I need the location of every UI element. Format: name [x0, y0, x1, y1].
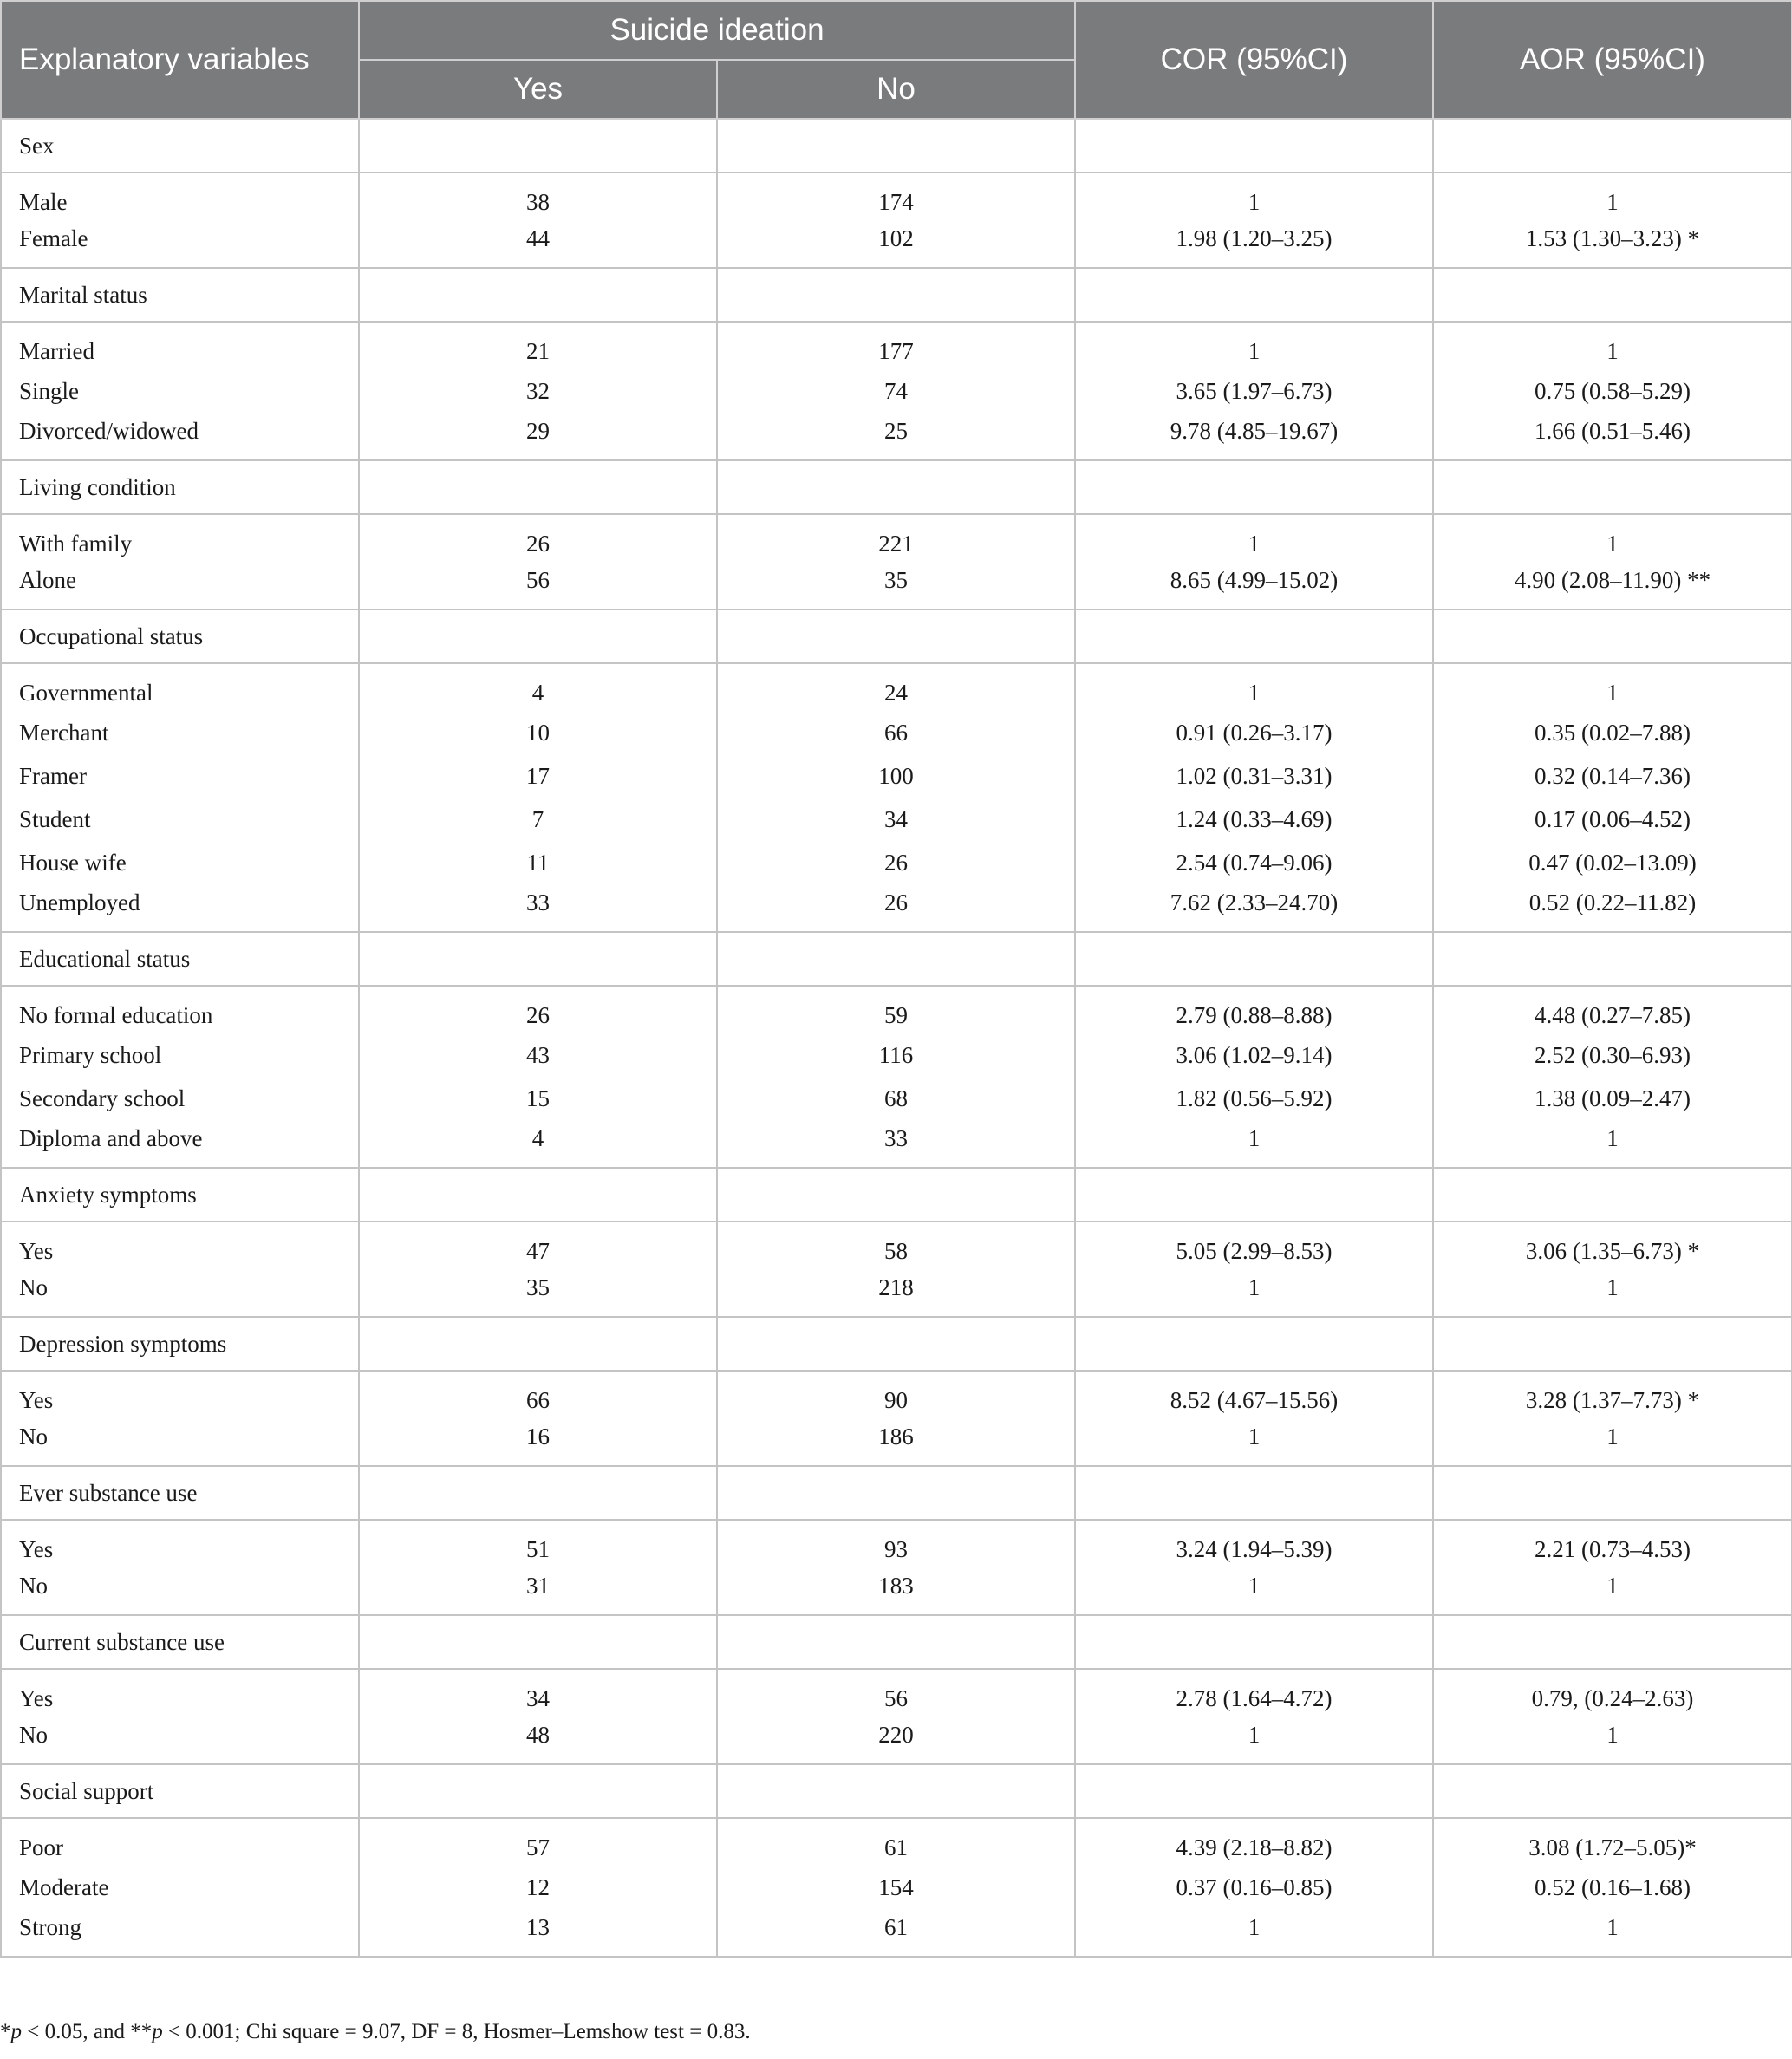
table-row: [1, 1818, 1792, 1866]
empty-cell: [1075, 119, 1433, 173]
yes-count-cell: 13: [359, 1909, 717, 1957]
group-row: [1, 268, 1792, 322]
cor-cell: 1: [1075, 173, 1433, 220]
yes-count-cell: 11: [359, 841, 717, 884]
yes-count-cell: 56: [359, 562, 717, 609]
no-count-cell: 58: [717, 1222, 1075, 1269]
variable-cell: Governmental: [1, 663, 359, 711]
yes-count-cell: 21: [359, 322, 717, 369]
variable-cell: Single: [1, 369, 359, 413]
variable-cell: No formal education: [1, 986, 359, 1033]
no-count-cell: 24: [717, 663, 1075, 711]
aor-cell: 0.35 (0.02–7.88): [1433, 711, 1792, 754]
aor-cell: 0.52 (0.16–1.68): [1433, 1866, 1792, 1909]
cor-cell: 3.65 (1.97–6.73): [1075, 369, 1433, 413]
aor-cell: 1: [1433, 1269, 1792, 1317]
table-row: [1, 884, 1792, 932]
cor-cell: 7.62 (2.33–24.70): [1075, 884, 1433, 932]
cor-cell: 1: [1075, 663, 1433, 711]
table-row: [1, 1909, 1792, 1957]
aor-cell: 2.52 (0.30–6.93): [1433, 1033, 1792, 1077]
group-row: [1, 1764, 1792, 1818]
empty-cell: [359, 1317, 717, 1371]
variable-cell: House wife: [1, 841, 359, 884]
cor-cell: 9.78 (4.85–19.67): [1075, 413, 1433, 460]
cor-cell: 2.79 (0.88–8.88): [1075, 986, 1433, 1033]
empty-cell: [717, 1764, 1075, 1818]
cor-cell: 1: [1075, 322, 1433, 369]
variable-cell: Primary school: [1, 1033, 359, 1077]
group-row: [1, 609, 1792, 663]
yes-count-cell: 26: [359, 514, 717, 562]
aor-cell: 0.52 (0.22–11.82): [1433, 884, 1792, 932]
no-count-cell: 26: [717, 884, 1075, 932]
no-count-cell: 116: [717, 1033, 1075, 1077]
table-row: [1, 562, 1792, 609]
no-count-cell: 33: [717, 1120, 1075, 1168]
cor-cell: 1: [1075, 1269, 1433, 1317]
no-count-cell: 25: [717, 413, 1075, 460]
empty-cell: [717, 119, 1075, 173]
empty-cell: [1433, 1317, 1792, 1371]
group-label: Depression symptoms: [1, 1317, 359, 1371]
empty-cell: [1433, 1764, 1792, 1818]
empty-cell: [359, 268, 717, 322]
aor-cell: 1: [1433, 663, 1792, 711]
aor-cell: 3.06 (1.35–6.73) *: [1433, 1222, 1792, 1269]
group-label: Occupational status: [1, 609, 359, 663]
no-count-cell: 218: [717, 1269, 1075, 1317]
empty-cell: [1433, 609, 1792, 663]
yes-count-cell: 26: [359, 986, 717, 1033]
header-yes: Yes: [359, 60, 717, 119]
yes-count-cell: 12: [359, 1866, 717, 1909]
empty-cell: [717, 932, 1075, 986]
aor-cell: 1: [1433, 1567, 1792, 1615]
cor-cell: 1: [1075, 1909, 1433, 1957]
empty-cell: [359, 1615, 717, 1669]
variable-cell: Moderate: [1, 1866, 359, 1909]
group-row: [1, 119, 1792, 173]
yes-count-cell: 43: [359, 1033, 717, 1077]
group-label: Marital status: [1, 268, 359, 322]
aor-cell: 0.17 (0.06–4.52): [1433, 798, 1792, 841]
yes-count-cell: 48: [359, 1717, 717, 1764]
cor-cell: 1: [1075, 1717, 1433, 1764]
group-row: [1, 1615, 1792, 1669]
empty-cell: [1075, 1764, 1433, 1818]
variable-cell: Student: [1, 798, 359, 841]
aor-cell: 1: [1433, 322, 1792, 369]
aor-cell: 1.53 (1.30–3.23) *: [1433, 220, 1792, 268]
yes-count-cell: 47: [359, 1222, 717, 1269]
cor-cell: 8.65 (4.99–15.02): [1075, 562, 1433, 609]
table-row: [1, 1222, 1792, 1269]
yes-count-cell: 66: [359, 1371, 717, 1418]
empty-cell: [359, 609, 717, 663]
variable-cell: Secondary school: [1, 1077, 359, 1120]
yes-count-cell: 31: [359, 1567, 717, 1615]
table-row: [1, 1033, 1792, 1077]
variable-cell: Unemployed: [1, 884, 359, 932]
cor-cell: 1: [1075, 1418, 1433, 1466]
table-row: [1, 369, 1792, 413]
empty-cell: [1075, 1615, 1433, 1669]
variable-cell: Poor: [1, 1818, 359, 1866]
aor-cell: 0.32 (0.14–7.36): [1433, 754, 1792, 798]
table-row: [1, 1077, 1792, 1120]
yes-count-cell: 7: [359, 798, 717, 841]
empty-cell: [717, 1615, 1075, 1669]
table-row: [1, 1269, 1792, 1317]
variable-cell: Yes: [1, 1520, 359, 1567]
group-label: Ever substance use: [1, 1466, 359, 1520]
empty-cell: [717, 609, 1075, 663]
group-row: [1, 932, 1792, 986]
yes-count-cell: 10: [359, 711, 717, 754]
cor-cell: 1.82 (0.56–5.92): [1075, 1077, 1433, 1120]
no-count-cell: 61: [717, 1818, 1075, 1866]
footnote-text: *p < 0.05, and **p < 0.001; Chi square = 9.07, DF = 8, Hosmer–Lemshow test = 0.83.: [0, 2020, 751, 2043]
header-suicide-ideation: Suicide ideation: [359, 1, 1075, 60]
aor-cell: 0.79, (0.24–2.63): [1433, 1669, 1792, 1717]
table-row: [1, 841, 1792, 884]
empty-cell: [717, 1317, 1075, 1371]
no-count-cell: 61: [717, 1909, 1075, 1957]
aor-cell: 0.75 (0.58–5.29): [1433, 369, 1792, 413]
cor-cell: 2.78 (1.64–4.72): [1075, 1669, 1433, 1717]
variable-cell: Strong: [1, 1909, 359, 1957]
variable-cell: Yes: [1, 1222, 359, 1269]
empty-cell: [717, 460, 1075, 514]
empty-cell: [1433, 119, 1792, 173]
empty-cell: [717, 1466, 1075, 1520]
empty-cell: [359, 1466, 717, 1520]
no-count-cell: 177: [717, 322, 1075, 369]
yes-count-cell: 38: [359, 173, 717, 220]
table-row: [1, 663, 1792, 711]
table-row: [1, 1567, 1792, 1615]
aor-cell: 1: [1433, 1717, 1792, 1764]
table-row: [1, 413, 1792, 460]
cor-cell: 2.54 (0.74–9.06): [1075, 841, 1433, 884]
empty-cell: [359, 1764, 717, 1818]
table-row: [1, 1866, 1792, 1909]
aor-cell: 2.21 (0.73–4.53): [1433, 1520, 1792, 1567]
table-row: [1, 1520, 1792, 1567]
empty-cell: [1075, 1317, 1433, 1371]
group-label: Social support: [1, 1764, 359, 1818]
group-row: [1, 460, 1792, 514]
variable-cell: Married: [1, 322, 359, 369]
variable-cell: Yes: [1, 1669, 359, 1717]
no-count-cell: 186: [717, 1418, 1075, 1466]
variable-cell: Merchant: [1, 711, 359, 754]
empty-cell: [359, 460, 717, 514]
header-no: No: [717, 60, 1075, 119]
variable-cell: Diploma and above: [1, 1120, 359, 1168]
group-row: [1, 1168, 1792, 1222]
cor-cell: 4.39 (2.18–8.82): [1075, 1818, 1433, 1866]
header-aor: AOR (95%CI): [1433, 1, 1792, 119]
group-label: Anxiety symptoms: [1, 1168, 359, 1222]
empty-cell: [1433, 932, 1792, 986]
table-footnote: [0, 2020, 751, 2044]
no-count-cell: 220: [717, 1717, 1075, 1764]
group-label: Current substance use: [1, 1615, 359, 1669]
yes-count-cell: 4: [359, 1120, 717, 1168]
no-count-cell: 183: [717, 1567, 1075, 1615]
cor-cell: 1.24 (0.33–4.69): [1075, 798, 1433, 841]
cor-cell: 1: [1075, 1567, 1433, 1615]
empty-cell: [1433, 460, 1792, 514]
yes-count-cell: 33: [359, 884, 717, 932]
group-row: [1, 1466, 1792, 1520]
variable-cell: No: [1, 1567, 359, 1615]
aor-cell: 4.90 (2.08–11.90) **: [1433, 562, 1792, 609]
no-count-cell: 221: [717, 514, 1075, 562]
no-count-cell: 74: [717, 369, 1075, 413]
empty-cell: [1075, 268, 1433, 322]
empty-cell: [359, 119, 717, 173]
cor-cell: 1: [1075, 1120, 1433, 1168]
variable-cell: Framer: [1, 754, 359, 798]
aor-cell: 1: [1433, 173, 1792, 220]
empty-cell: [717, 268, 1075, 322]
table-row: [1, 514, 1792, 562]
table-row: [1, 1418, 1792, 1466]
table-row: [1, 798, 1792, 841]
yes-count-cell: 34: [359, 1669, 717, 1717]
cor-cell: 3.24 (1.94–5.39): [1075, 1520, 1433, 1567]
header-cor: COR (95%CI): [1075, 1, 1433, 119]
no-count-cell: 26: [717, 841, 1075, 884]
aor-cell: 1.66 (0.51–5.46): [1433, 413, 1792, 460]
table-row: [1, 754, 1792, 798]
yes-count-cell: 16: [359, 1418, 717, 1466]
yes-count-cell: 4: [359, 663, 717, 711]
aor-cell: 1: [1433, 1120, 1792, 1168]
no-count-cell: 90: [717, 1371, 1075, 1418]
empty-cell: [1433, 1466, 1792, 1520]
aor-cell: 1: [1433, 514, 1792, 562]
aor-cell: 0.47 (0.02–13.09): [1433, 841, 1792, 884]
variable-cell: No: [1, 1269, 359, 1317]
aor-cell: 3.28 (1.37–7.73) *: [1433, 1371, 1792, 1418]
table-row: [1, 1120, 1792, 1168]
table-row: [1, 1717, 1792, 1764]
yes-count-cell: 17: [359, 754, 717, 798]
cor-cell: 1.02 (0.31–3.31): [1075, 754, 1433, 798]
cor-cell: 1.98 (1.20–3.25): [1075, 220, 1433, 268]
empty-cell: [1075, 1466, 1433, 1520]
no-count-cell: 100: [717, 754, 1075, 798]
variable-cell: Male: [1, 173, 359, 220]
cor-cell: 1: [1075, 514, 1433, 562]
aor-cell: 1.38 (0.09–2.47): [1433, 1077, 1792, 1120]
table-row: [1, 173, 1792, 220]
empty-cell: [1075, 932, 1433, 986]
aor-cell: 4.48 (0.27–7.85): [1433, 986, 1792, 1033]
table-row: [1, 322, 1792, 369]
no-count-cell: 34: [717, 798, 1075, 841]
no-count-cell: 93: [717, 1520, 1075, 1567]
no-count-cell: 174: [717, 173, 1075, 220]
yes-count-cell: 35: [359, 1269, 717, 1317]
group-label: Living condition: [1, 460, 359, 514]
no-count-cell: 66: [717, 711, 1075, 754]
yes-count-cell: 15: [359, 1077, 717, 1120]
variable-cell: Yes: [1, 1371, 359, 1418]
cor-cell: 0.91 (0.26–3.17): [1075, 711, 1433, 754]
empty-cell: [1075, 609, 1433, 663]
cor-cell: 3.06 (1.02–9.14): [1075, 1033, 1433, 1077]
variable-cell: Female: [1, 220, 359, 268]
variable-cell: No: [1, 1717, 359, 1764]
empty-cell: [1075, 460, 1433, 514]
empty-cell: [1433, 1168, 1792, 1222]
table-row: [1, 1669, 1792, 1717]
variable-cell: With family: [1, 514, 359, 562]
no-count-cell: 59: [717, 986, 1075, 1033]
no-count-cell: 56: [717, 1669, 1075, 1717]
empty-cell: [1075, 1168, 1433, 1222]
variable-cell: Divorced/widowed: [1, 413, 359, 460]
cor-cell: 5.05 (2.99–8.53): [1075, 1222, 1433, 1269]
yes-count-cell: 29: [359, 413, 717, 460]
yes-count-cell: 44: [359, 220, 717, 268]
yes-count-cell: 51: [359, 1520, 717, 1567]
cor-cell: 8.52 (4.67–15.56): [1075, 1371, 1433, 1418]
no-count-cell: 68: [717, 1077, 1075, 1120]
no-count-cell: 35: [717, 562, 1075, 609]
empty-cell: [359, 1168, 717, 1222]
empty-cell: [1433, 268, 1792, 322]
header-explanatory-variables: Explanatory variables: [1, 1, 359, 119]
group-label: Sex: [1, 119, 359, 173]
aor-cell: 3.08 (1.72–5.05)*: [1433, 1818, 1792, 1866]
group-row: [1, 1317, 1792, 1371]
no-count-cell: 154: [717, 1866, 1075, 1909]
table-row: [1, 220, 1792, 268]
empty-cell: [359, 932, 717, 986]
aor-cell: 1: [1433, 1909, 1792, 1957]
no-count-cell: 102: [717, 220, 1075, 268]
variable-cell: Alone: [1, 562, 359, 609]
yes-count-cell: 57: [359, 1818, 717, 1866]
empty-cell: [717, 1168, 1075, 1222]
aor-cell: 1: [1433, 1418, 1792, 1466]
table-body: [1, 119, 1792, 1957]
yes-count-cell: 32: [359, 369, 717, 413]
table-row: [1, 711, 1792, 754]
group-label: Educational status: [1, 932, 359, 986]
variable-cell: No: [1, 1418, 359, 1466]
table-row: [1, 986, 1792, 1033]
cor-cell: 0.37 (0.16–0.85): [1075, 1866, 1433, 1909]
empty-cell: [1433, 1615, 1792, 1669]
table-row: [1, 1371, 1792, 1418]
